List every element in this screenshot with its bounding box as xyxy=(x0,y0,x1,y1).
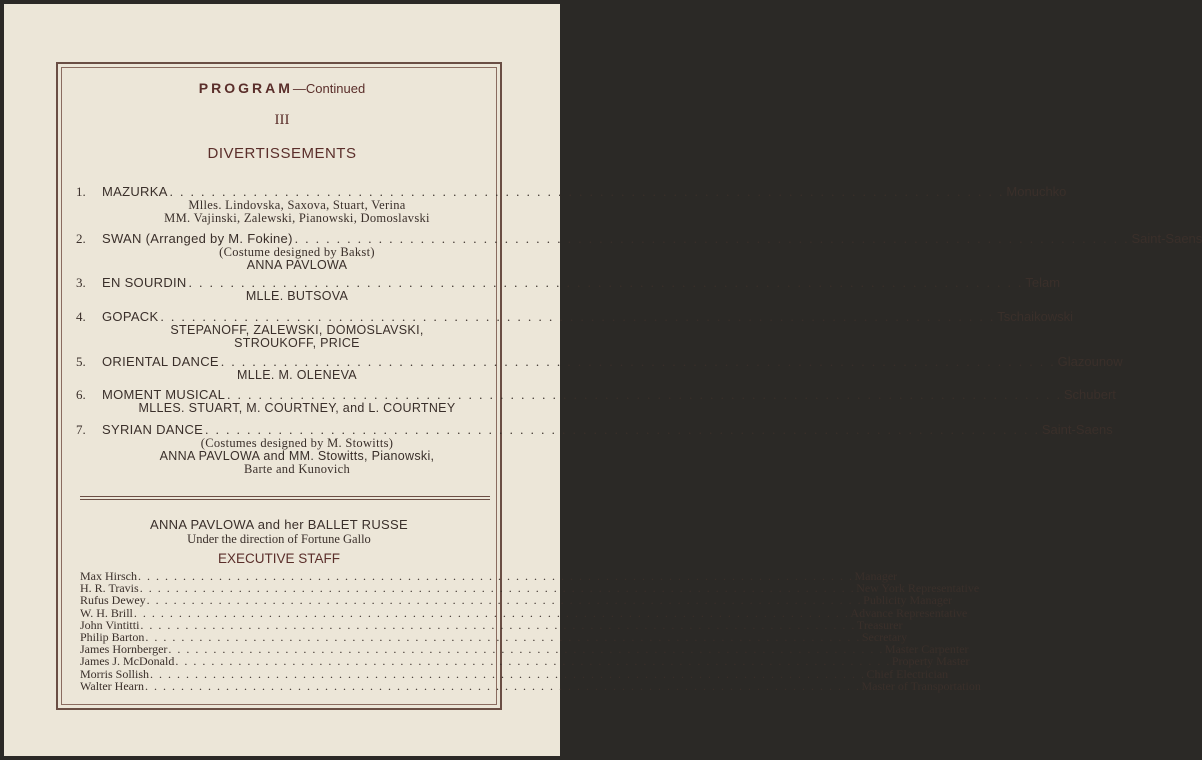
staff-role: Manager xyxy=(854,569,898,583)
staff-role: Treasurer xyxy=(856,617,903,632)
program-item xyxy=(76,184,1067,225)
item-number: 7. xyxy=(76,422,86,437)
staff-name: Rufus Dewey xyxy=(80,593,146,608)
item-performers: STROUKOFF, PRICE xyxy=(234,336,360,350)
staff-name: Walter Hearn xyxy=(80,678,144,693)
program-item xyxy=(76,275,1061,303)
staff-row xyxy=(80,605,968,620)
item-title: GOPACK xyxy=(102,309,159,324)
dot-leader: . . . . . . . . . . . . . . . . . . . . . . . . . . . . . . . . . . . . . . . . . . . . . . . . . . . . . . . . . . . . . . . . . . . . . . . . . . . . . . . . xyxy=(205,422,1040,437)
staff-name: Morris Sollish xyxy=(80,666,150,681)
staff-name: W. H. Brill xyxy=(80,605,133,620)
item-performers: MLLES. STUART, M. COURTNEY, and L. COURTNEY xyxy=(138,401,456,415)
staff-row xyxy=(80,678,981,693)
item-performers: MLLE. BUTSOVA xyxy=(245,289,349,303)
item-performers: Mlles. Lindovska, Saxova, Stuart, Verina xyxy=(188,198,406,212)
staff-role: Publicity Manager xyxy=(863,593,953,608)
item-number: 3. xyxy=(76,275,86,290)
dot-leader: . . . . . . . . . . . . . . . . . . . . . . . . . . . . . . . . . . . . . . . . . . . . . . . . . . . . . . . . . . . . . . . . . . . . . . . . . . . . . . . . xyxy=(138,569,854,583)
item-title: ORIENTAL DANCE xyxy=(102,354,219,369)
dot-leader: . . . . . . . . . . . . . . . . . . . . . . . . . . . . . . . . . . . . . . . . . . . . . . . . . . . . . . . . . . . . . . . . . . . . . . . . . . . . . . . . xyxy=(146,593,863,608)
dot-leader: . . . . . . . . . . . . . . . . . . . . . . . . . . . . . . . . . . . . . . . . . . . . . . . . . . . . . . . . . . . . . . . . . . . . . . . . . . . . . . . . xyxy=(168,642,884,657)
section-title: DIVERTISSEMENTS xyxy=(207,145,357,162)
staff-row xyxy=(80,654,970,669)
staff-role: New York Representative xyxy=(856,581,980,596)
dot-leader: . . . . . . . . . . . . . . . . . . . . . . . . . . . . . . . . . . . . . . . . . . . . . . . . . . . . . . . . . . . . . . . . . . . . . . . . . . . . . . . . xyxy=(188,275,1024,290)
item-title: MAZURKA xyxy=(102,184,168,199)
item-number: 5. xyxy=(76,354,86,369)
staff-name: Max Hirsch xyxy=(80,569,137,583)
program-item-header xyxy=(76,275,1061,290)
program-item-header xyxy=(76,354,1123,369)
item-performers: (Costumes designed by M. Stowitts) xyxy=(200,436,394,450)
program-title: PROGRAM xyxy=(198,80,293,96)
item-composer: Tschaikowski xyxy=(997,309,1074,324)
direction-line: Under the direction of Fortune Gallo xyxy=(187,532,371,546)
program-item xyxy=(76,231,1202,272)
item-performers: MLLE. M. OLENEVA xyxy=(237,368,357,382)
dot-leader: . . . . . . . . . . . . . . . . . . . . . . . . . . . . . . . . . . . . . . . . . . . . . . . . . . . . . . . . . . . . . . . . . . . . . . . . . . . . . . . . xyxy=(140,617,856,632)
program-item xyxy=(76,309,1074,350)
program-item xyxy=(76,422,1113,476)
staff-name: John Vintitti xyxy=(80,617,140,632)
dot-leader: . . . . . . . . . . . . . . . . . . . . . . . . . . . . . . . . . . . . . . . . . . . . . . . . . . . . . . . . . . . . . . . . . . . . . . . . . . . . . . . . xyxy=(294,231,1130,246)
staff-role: Chief Electrician xyxy=(866,666,949,681)
staff-role: Master of Transportation xyxy=(861,678,981,693)
dot-leader: . . . . . . . . . . . . . . . . . . . . . . . . . . . . . . . . . . . . . . . . . . . . . . . . . . . . . . . . . . . . . . . . . . . . . . . . . . . . . . . . xyxy=(145,678,861,693)
staff-role: Secretary xyxy=(861,630,908,645)
item-title: SWAN (Arranged by M. Fokine) xyxy=(102,231,293,246)
item-composer: Monuchko xyxy=(1006,184,1067,199)
staff-heading: EXECUTIVE STAFF xyxy=(217,551,340,566)
item-title: SYRIAN DANCE xyxy=(102,422,204,437)
dot-leader: . . . . . . . . . . . . . . . . . . . . . . . . . . . . . . . . . . . . . . . . . . . . . . . . . . . . . . . . . . . . . . . . . . . . . . . . . . . . . . . . xyxy=(227,387,1062,402)
staff-name: H. R. Travis xyxy=(80,581,139,596)
item-performers: ANNA PAVLOWA xyxy=(246,258,348,272)
company-name: ANNA PAVLOWA and her BALLET RUSSE xyxy=(150,517,408,532)
item-title: EN SOURDIN xyxy=(102,275,187,290)
program-item-header xyxy=(76,231,1202,246)
dot-leader: . . . . . . . . . . . . . . . . . . . . . . . . . . . . . . . . . . . . . . . . . . . . . . . . . . . . . . . . . . . . . . . . . . . . . . . . . . . . . . . . xyxy=(145,630,861,645)
program-item-header xyxy=(76,309,1074,324)
dot-leader: . . . . . . . . . . . . . . . . . . . . . . . . . . . . . . . . . . . . . . . . . . . . . . . . . . . . . . . . . . . . . . . . . . . . . . . . . . . . . . . . xyxy=(150,666,866,681)
staff-name: Philip Barton xyxy=(80,630,145,645)
item-performers: MM. Vajinski, Zalewski, Pianowski, Domoslavski xyxy=(164,211,430,225)
item-composer: Glazounow xyxy=(1057,354,1123,369)
dot-leader: . . . . . . . . . . . . . . . . . . . . . . . . . . . . . . . . . . . . . . . . . . . . . . . . . . . . . . . . . . . . . . . . . . . . . . . . . . . . . . . . xyxy=(160,309,996,324)
dot-leader: . . . . . . . . . . . . . . . . . . . . . . . . . . . . . . . . . . . . . . . . . . . . . . . . . . . . . . . . . . . . . . . . . . . . . . . . . . . . . . . . xyxy=(169,184,1005,199)
item-number: 1. xyxy=(76,184,86,199)
program-item-header xyxy=(76,184,1067,199)
item-composer: Telam xyxy=(1025,275,1061,290)
staff-row xyxy=(80,666,949,681)
program-page xyxy=(4,4,1202,756)
staff-list xyxy=(80,569,981,693)
staff-row xyxy=(80,593,953,608)
divider-rule xyxy=(80,496,490,497)
item-number: 4. xyxy=(76,309,86,324)
program-heading xyxy=(4,80,560,96)
dot-leader: . . . . . . . . . . . . . . . . . . . . . . . . . . . . . . . . . . . . . . . . . . . . . . . . . . . . . . . . . . . . . . . . . . . . . . . . . . . . . . . . xyxy=(139,581,856,596)
item-composer: Schubert xyxy=(1063,387,1116,402)
item-performers: (Costume designed by Bakst) xyxy=(219,245,375,259)
program-item-header xyxy=(76,422,1113,437)
item-number: 2. xyxy=(76,231,86,246)
staff-name: James Hornberger xyxy=(80,642,168,657)
staff-role: Property Master xyxy=(891,654,970,669)
program-item xyxy=(76,354,1123,382)
item-performers: STEPANOFF, ZALEWSKI, DOMOSLAVSKI, xyxy=(170,323,424,337)
item-title: MOMENT MUSICAL xyxy=(102,387,226,402)
staff-role: Master Carpenter xyxy=(884,642,969,657)
dot-leader: . . . . . . . . . . . . . . . . . . . . . . . . . . . . . . . . . . . . . . . . . . . . . . . . . . . . . . . . . . . . . . . . . . . . . . . . . . . . . . . . xyxy=(175,654,891,669)
item-performers: ANNA PAVLOWA and MM. Stowitts, Pianowski, xyxy=(159,449,435,463)
part-numeral: III xyxy=(274,112,290,128)
item-composer: Saint-Saens xyxy=(1131,231,1202,246)
item-performers: Barte and Kunovich xyxy=(243,462,351,476)
staff-role: Advance Representative xyxy=(850,605,968,620)
staff-name: James J. McDonald xyxy=(80,654,175,669)
item-composer: Saint-Saens xyxy=(1041,422,1113,437)
program-continued: —Continued xyxy=(292,81,366,96)
dot-leader: . . . . . . . . . . . . . . . . . . . . . . . . . . . . . . . . . . . . . . . . . . . . . . . . . . . . . . . . . . . . . . . . . . . . . . . . . . . . . . . . xyxy=(220,354,1056,369)
item-number: 6. xyxy=(76,387,86,402)
program-item xyxy=(76,387,1116,415)
program-item-header xyxy=(76,387,1116,402)
dot-leader: . . . . . . . . . . . . . . . . . . . . . . . . . . . . . . . . . . . . . . . . . . . . . . . . . . . . . . . . . . . . . . . . . . . . . . . . . . . . . . . . xyxy=(133,605,850,620)
divider-rule xyxy=(80,499,490,500)
